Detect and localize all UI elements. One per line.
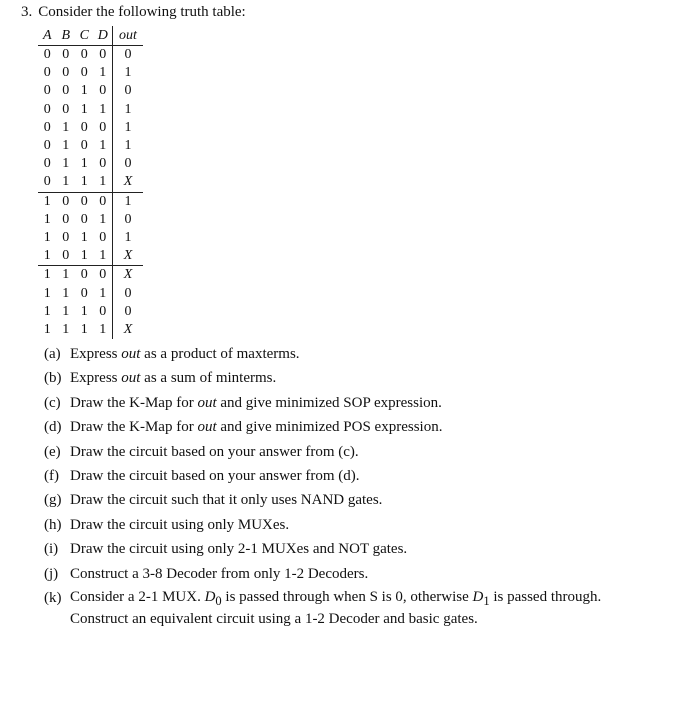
- sub-question-text: [70, 344, 664, 368]
- sub-question-line: Draw the circuit based on your answer from (c).: [70, 443, 359, 460]
- input-cell: 1: [80, 174, 88, 190]
- out-cell: 0: [113, 211, 144, 229]
- input-cell: 1: [99, 211, 107, 227]
- header-a: A: [38, 26, 57, 46]
- sub-question: [44, 344, 664, 368]
- input-cell: 0: [94, 192, 113, 211]
- sub-question-label: (i): [44, 541, 59, 558]
- input-cell: 1: [43, 321, 51, 337]
- sub-question: [44, 466, 664, 490]
- input-cell: 1: [99, 248, 107, 264]
- input-cell: 0: [62, 83, 70, 99]
- input-cell: 1: [99, 65, 107, 81]
- sub-question: [44, 539, 664, 563]
- sub-question-text: [70, 564, 664, 588]
- out-cell: X: [113, 266, 144, 285]
- out-cell: X: [113, 173, 144, 192]
- sub-question-line: Draw the circuit based on your answer from (d).: [70, 467, 360, 484]
- out-cell: 1: [113, 137, 144, 155]
- out-cell: 1: [113, 119, 144, 137]
- input-cell: 0: [75, 192, 94, 211]
- sub-question-label: (e): [44, 443, 61, 460]
- sub-question-label: (b): [44, 370, 62, 387]
- input-cell: 1: [43, 248, 51, 264]
- out-cell: 0: [113, 82, 144, 100]
- question-number: 3.: [21, 4, 33, 20]
- table-row: [38, 229, 143, 247]
- input-cell: 0: [99, 303, 107, 319]
- input-cell: 1: [43, 303, 51, 319]
- sub-question: [44, 368, 664, 392]
- sub-question-label: (k): [44, 589, 62, 606]
- input-cell: 1: [62, 138, 70, 154]
- sub-question-text: [70, 442, 664, 466]
- input-cell: 0: [43, 174, 51, 190]
- table-row: [38, 303, 143, 321]
- table-row: [38, 119, 143, 137]
- input-cell: 1: [62, 174, 70, 190]
- out-cell: 0: [113, 303, 144, 321]
- question-heading: [21, 4, 246, 21]
- input-cell: 0: [43, 101, 51, 117]
- sub-question-label: (d): [44, 419, 62, 436]
- table-row: [38, 137, 143, 155]
- input-cell: 1: [99, 101, 107, 117]
- table-row: [38, 101, 143, 119]
- input-cell: 0: [94, 266, 113, 285]
- sub-question: [44, 515, 664, 539]
- out-cell: 1: [113, 101, 144, 119]
- sub-question-line: Express out as a sum of minterms.: [70, 370, 277, 387]
- input-cell: 1: [62, 156, 70, 172]
- input-cell: 1: [80, 156, 88, 172]
- table-row: [38, 173, 143, 192]
- sub-question-label: (h): [44, 516, 62, 533]
- input-cell: 0: [43, 83, 51, 99]
- sub-question-line: Construct a 3-8 Decoder from only 1-2 Decoders.: [70, 565, 369, 582]
- input-cell: 0: [80, 119, 88, 135]
- sub-question: [44, 490, 664, 514]
- input-cell: 1: [99, 321, 107, 337]
- input-cell: 0: [62, 101, 70, 117]
- input-cell: 1: [38, 266, 57, 285]
- input-cell: 0: [80, 211, 88, 227]
- input-cell: 1: [43, 285, 51, 301]
- sub-question-text: [70, 368, 664, 392]
- sub-question-text: [70, 539, 664, 563]
- input-cell: 0: [99, 83, 107, 99]
- input-cell: 0: [62, 248, 70, 264]
- sub-question-text: [70, 490, 664, 514]
- input-cell: 0: [62, 65, 70, 81]
- sub-question-line: Express out as a product of maxterms.: [70, 346, 300, 362]
- input-cell: 1: [80, 248, 88, 264]
- sub-question-line: Draw the circuit using only MUXes.: [70, 516, 290, 533]
- input-cell: 0: [43, 119, 51, 135]
- sub-question-label: (g): [44, 492, 62, 509]
- sub-question-label: (c): [44, 394, 61, 411]
- sub-question: [44, 417, 664, 441]
- input-cell: 1: [38, 192, 57, 211]
- input-cell: 0: [99, 229, 107, 245]
- input-cell: 1: [99, 174, 107, 190]
- sub-question-text: [70, 417, 664, 441]
- input-cell: 1: [80, 321, 88, 337]
- input-cell: 1: [80, 101, 88, 117]
- sub-question-text: [70, 466, 664, 490]
- table-row: [38, 192, 143, 211]
- header-out: out: [113, 26, 144, 46]
- input-cell: 1: [62, 119, 70, 135]
- input-cell: 0: [99, 156, 107, 172]
- header-d: D: [94, 26, 113, 46]
- input-cell: 0: [80, 285, 88, 301]
- input-cell: 0: [75, 266, 94, 285]
- sub-question-line: Draw the K-Map for out and give minimized POS expression.: [70, 419, 443, 436]
- input-cell: 1: [57, 266, 76, 285]
- input-cell: 0: [80, 65, 88, 81]
- input-cell: 1: [99, 138, 107, 154]
- table-row: [38, 247, 143, 266]
- input-cell: 1: [80, 303, 88, 319]
- header-b: B: [57, 26, 76, 46]
- input-cell: 0: [43, 156, 51, 172]
- out-cell: 0: [113, 284, 144, 302]
- sub-question-text: [70, 588, 664, 628]
- out-cell: 1: [113, 192, 144, 211]
- sub-question: [44, 442, 664, 466]
- sub-question: [44, 564, 664, 588]
- sub-question-list: [44, 344, 664, 628]
- out-cell: 0: [113, 155, 144, 173]
- input-cell: 1: [43, 229, 51, 245]
- sub-question-line: Construct an equivalent circuit using a 1-2 Decoder and basic gates.: [70, 610, 478, 627]
- input-cell: 0: [62, 47, 70, 63]
- input-cell: 0: [43, 138, 51, 154]
- input-cell: 1: [80, 229, 88, 245]
- sub-question-line: Draw the circuit such that it only uses NAND gates.: [70, 492, 383, 509]
- input-cell: 0: [43, 47, 51, 63]
- sub-question-text: [70, 393, 664, 417]
- table-row: [38, 284, 143, 302]
- out-cell: 1: [113, 229, 144, 247]
- input-cell: 1: [62, 285, 70, 301]
- table-row: [38, 321, 143, 339]
- input-cell: 0: [62, 229, 70, 245]
- table-row: [38, 211, 143, 229]
- input-cell: 1: [62, 303, 70, 319]
- sub-question-label: (a): [44, 346, 61, 362]
- table-row: [38, 46, 143, 65]
- out-cell: 1: [113, 64, 144, 82]
- out-cell: X: [113, 321, 144, 339]
- input-cell: 0: [43, 65, 51, 81]
- input-cell: 0: [99, 119, 107, 135]
- input-cell: 0: [62, 211, 70, 227]
- out-cell: 0: [113, 46, 144, 65]
- sub-question-label: (j): [44, 565, 59, 582]
- input-cell: 1: [80, 83, 88, 99]
- truth-table-header-row: [38, 26, 143, 46]
- table-row: [38, 266, 143, 285]
- sub-question-line: Draw the circuit using only 2-1 MUXes and NOT gates.: [70, 541, 408, 558]
- table-row: [38, 64, 143, 82]
- input-cell: 0: [80, 138, 88, 154]
- header-c: C: [75, 26, 94, 46]
- input-cell: 1: [62, 321, 70, 337]
- question-prompt: Consider the following truth table:: [38, 4, 246, 20]
- input-cell: 1: [99, 285, 107, 301]
- truth-table: [38, 26, 143, 339]
- sub-question-text: [70, 515, 664, 539]
- sub-question-label: (f): [44, 467, 59, 484]
- sub-question-line: Draw the K-Map for out and give minimized SOP expression.: [70, 394, 442, 411]
- sub-question: [44, 393, 664, 417]
- sub-question-line: Consider a 2-1 MUX. $D_0$ is passed through when S is 0, otherwise $D_1$ is passed through.: [70, 588, 602, 608]
- input-cell: 0: [99, 47, 107, 63]
- sub-question: [44, 588, 664, 628]
- input-cell: 0: [57, 192, 76, 211]
- table-row: [38, 82, 143, 100]
- truth-table-body: [38, 46, 143, 340]
- input-cell: 0: [80, 47, 88, 63]
- input-cell: 1: [43, 211, 51, 227]
- table-row: [38, 155, 143, 173]
- out-cell: X: [113, 247, 144, 266]
